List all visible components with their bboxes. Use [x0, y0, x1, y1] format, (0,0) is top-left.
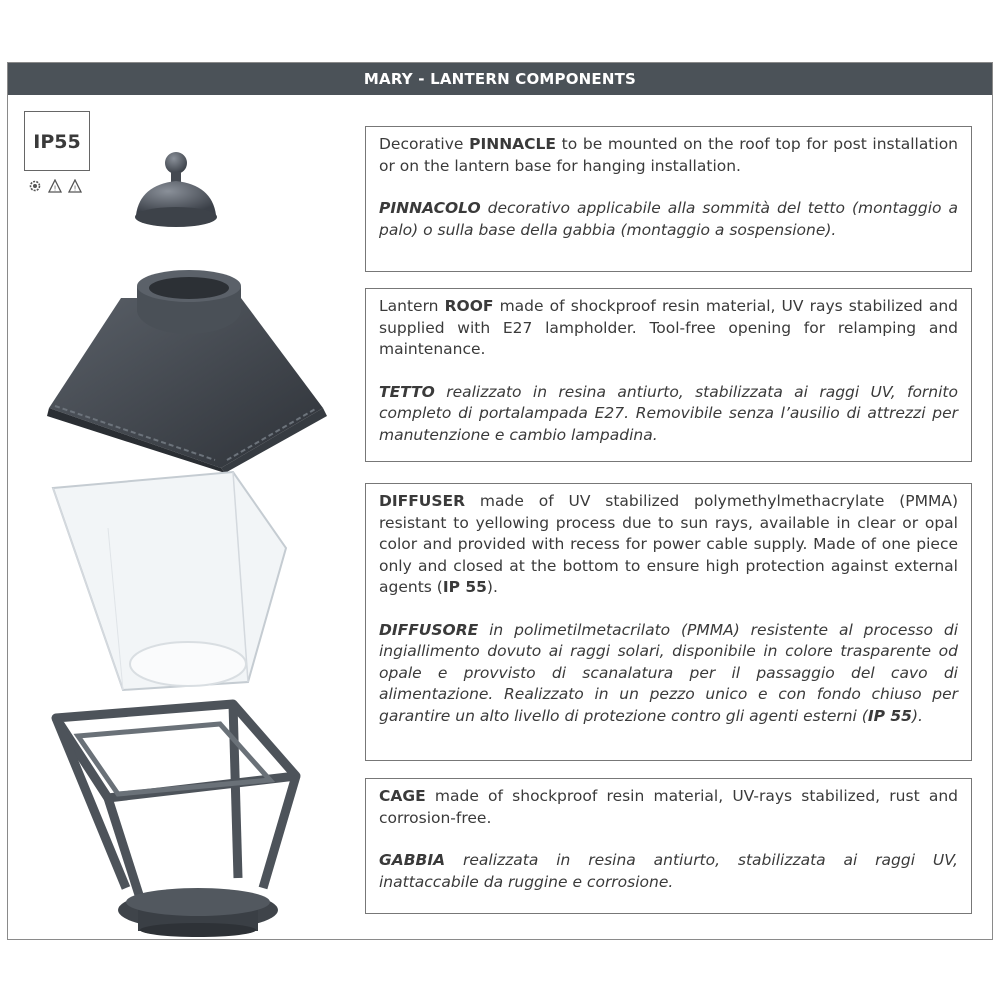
pinnacle-text-it: PINNACOLO decorativo applicabile alla sommità del tetto (montaggio a palo) o sulla base della gabbia (montaggio a sospensione).	[379, 199, 958, 239]
pinnacle-image	[126, 147, 222, 237]
ip-rating-badge: IP55	[24, 111, 90, 171]
certification-icons	[28, 179, 82, 193]
page-title: MARY - LANTERN COMPONENTS	[8, 63, 992, 95]
components-sheet	[7, 62, 993, 940]
warning-triangle-icon	[48, 179, 62, 193]
diffuser-image	[48, 468, 298, 698]
warning-triangle-icon	[68, 179, 82, 193]
pinnacle-description	[365, 126, 972, 272]
cage-text-en: CAGE made of shockproof resin material, UV-rays stabilized, rust and corrosion-free.	[379, 787, 958, 827]
diffuser-text-it: DIFFUSORE in polimetilmetacrilato (PMMA) resistente al processo di ingiallimento dovuto ai raggi solari, disponibile in colore trasparente od opale e provvisto di scanalatura per il passaggio del cavo di alimentazione. Realizzato in un pezzo unico e con fondo chiuso per garantire un alto livello di protezione contro gli agenti esterni (IP 55).	[379, 620, 958, 725]
diffuser-text-en: DIFFUSER made of UV stabilized polymethylmethacrylate (PMMA) resistant to yellowing process due to sun rays, available in clear or opal color and provided with recess for power cable supply. Made of one piece only and closed at the bottom to ensure high protection against external agents (IP 55).	[379, 492, 958, 596]
diffuser-description	[365, 483, 972, 761]
roof-text-en: Lantern ROOF made of shockproof resin material, UV rays stabilized and supplied with E27 lampholder. Tool-free opening for relamping and maintenance.	[379, 297, 958, 358]
roof-image	[41, 268, 331, 473]
roof-text-it: TETTO realizzato in resina antiurto, stabilizzata ai raggi UV, fornito completo di portalampada E27. Removibile senza l’ausilio di attrezzi per manutenzione e cambio lampadina.	[379, 382, 958, 444]
gear-cert-icon	[28, 179, 42, 193]
svg-text:!: !	[53, 184, 57, 193]
cage-image	[48, 698, 303, 938]
svg-text:!: !	[73, 184, 77, 193]
roof-description	[365, 288, 972, 462]
cage-text-it: GABBIA realizzata in resina antiurto, stabilizzata ai raggi UV, inattaccabile da ruggine e corrosione.	[379, 851, 958, 891]
pinnacle-text-en: Decorative PINNACLE to be mounted on the roof top for post installation or on the lantern base for hanging installation.	[379, 135, 959, 175]
cage-description	[365, 778, 972, 914]
